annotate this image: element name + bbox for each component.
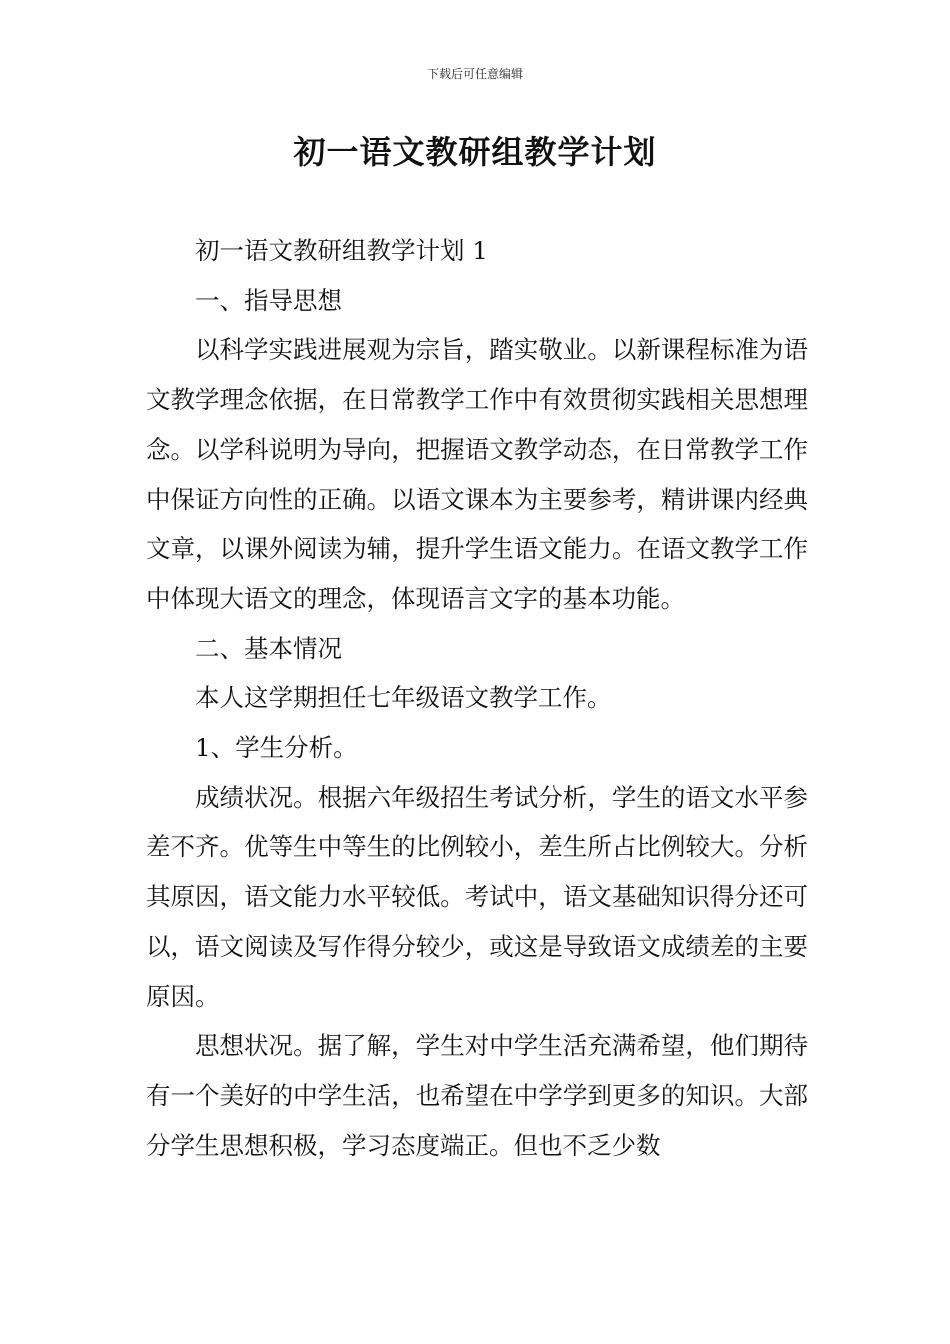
paragraph-teaching-assignment: 本人这学期担任七年级语文教学工作。	[195, 683, 612, 713]
document-title: 初一语文教研组教学计划	[293, 133, 657, 171]
subheading-student-analysis: 1、学生分析。	[195, 733, 358, 763]
document-body	[146, 226, 808, 1170]
section-heading-guiding-ideology: 一、指导思想	[195, 285, 342, 315]
page-header-note: 下载后可任意编辑	[426, 67, 523, 81]
paragraph-grade-status: 成绩状况。根据六年级招生考试分析，学生的语文水平参差不齐。优等生中等生的比例较小，差生所占比例较大。分析其原因，语文能力水平较低。考试中，语文基础知识得分还可以，语文阅读及写作得分较少，或这是导致语文成绩差的主要原因。	[146, 782, 808, 1011]
paragraph-guiding-ideology: 以科学实践进展观为宗旨，踏实敬业。以新课程标准为语文教学理念依据，在日常教学工作中有效贯彻实践相关思想理念。以学科说明为导向，把握语文教学动态，在日常教学工作中保证方向性的正确。以语文课本为主要参考，精讲课内经典文章，以课外阅读为辅，提升学生语文能力。在语文教学工作中体现大语文的理念，体现语言文字的基本功能。	[146, 335, 808, 613]
paragraph-thought-status: 思想状况。据了解，学生对中学生活充满希望，他们期待有一个美好的中学生活，也希望在中学学到更多的知识。大部分学生思想积极，学习态度端正。但也不乏少数	[146, 1031, 808, 1160]
section-heading-plan-1: 初一语文教研组教学计划 1	[195, 236, 488, 265]
section-heading-basic-situation: 二、基本情况	[195, 633, 342, 663]
